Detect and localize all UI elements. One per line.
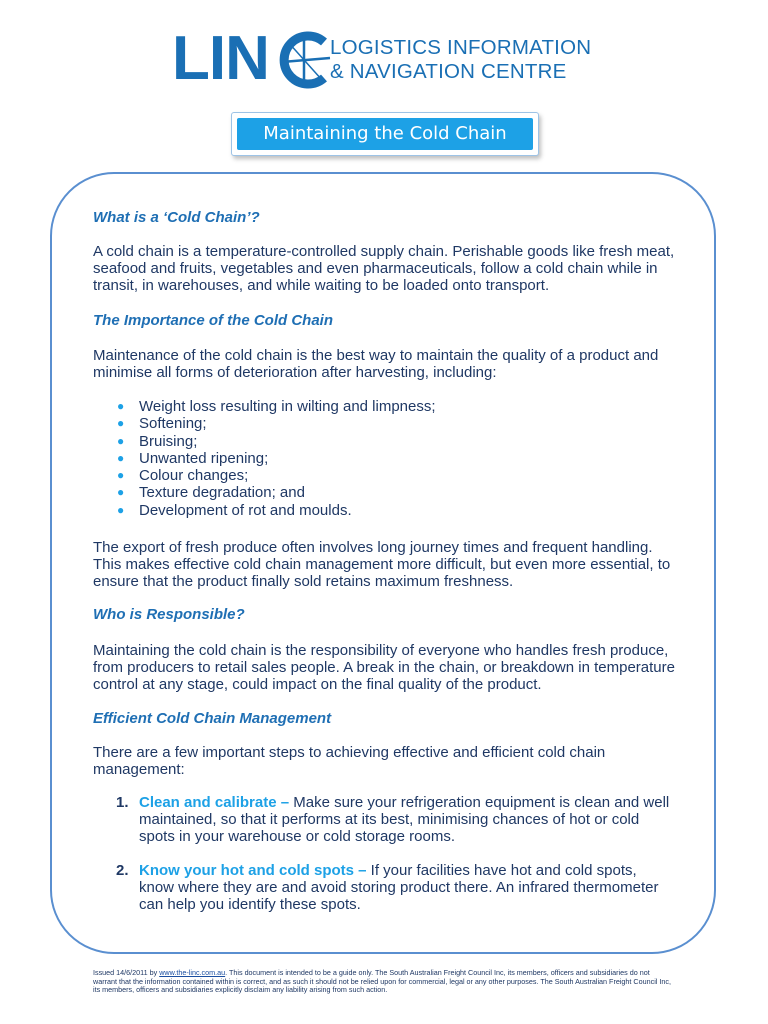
heading-what-is-cold-chain: What is a ‘Cold Chain’? <box>93 209 260 226</box>
org-name-line2: & NAVIGATION CENTRE <box>330 60 567 83</box>
step-text: If your facilities have hot and cold spots, know where they are and avoid storing product there. An infrared thermometer can help you identify these spots. <box>139 862 659 913</box>
bullet-icon: ● <box>117 485 125 500</box>
list-item-text: Unwanted ripening; <box>139 449 269 467</box>
heading-importance: The Importance of the Cold Chain <box>93 312 334 329</box>
paragraph-importance-intro: Maintenance of the cold chain is the best way to maintain the quality of a product and minimise all forms of deterioration after harvesting, including: <box>93 347 659 381</box>
heading-who-responsible: Who is Responsible? <box>93 606 245 623</box>
paragraph-importance-outro: The export of fresh produce often involves long journey times and frequent handling. This makes effective cold chain management more difficult, but even more essential, to ensure that the product finally sold retains maximum freshness. <box>93 539 671 590</box>
bullet-icon: ● <box>117 468 125 483</box>
bullet-icon: ● <box>117 433 125 448</box>
list-item <box>93 484 653 501</box>
paragraph-who-responsible: Maintaining the cold chain is the responsibility of everyone who handles fresh produce, from producers to retail sales people. A break in the chain, or breakdown in temperature control at any stage, could impact on the final quality of the product. <box>93 642 675 693</box>
list-item <box>93 467 653 484</box>
step-lead: Know your hot and cold spots – <box>139 862 367 879</box>
bullet-icon: ● <box>117 416 125 431</box>
footer-disclaimer <box>93 969 673 995</box>
bullet-icon: ● <box>117 450 125 465</box>
logo-letters: LIN <box>172 24 269 93</box>
step-number: 1. <box>116 794 129 811</box>
list-item-text: Development of rot and moulds. <box>139 501 352 519</box>
bullet-icon: ● <box>117 399 125 413</box>
step-lead: Clean and calibrate – <box>139 794 290 811</box>
list-item <box>93 415 653 432</box>
paragraph-efficient-intro: There are a few important steps to achieving effective and efficient cold chain management: <box>93 744 606 778</box>
list-item-text: Colour changes; <box>139 467 249 485</box>
footer-link[interactable]: www.the-linc.com.au <box>159 968 226 977</box>
list-item <box>93 794 673 845</box>
heading-efficient-management: Efficient Cold Chain Management <box>93 710 332 727</box>
footer-prefix: Issued 14/6/2011 by <box>93 968 160 977</box>
list-item <box>93 398 653 415</box>
list-item-text: Softening; <box>139 415 207 433</box>
list-item <box>93 450 653 467</box>
paragraph-what-is-cold-chain: A cold chain is a temperature-controlled supply chain. Perishable goods like fresh meat, seafood and fruits, vegetables and even pharmaceuticals, follow a cold chain while in transit, in warehouses, and while waiting to be loaded onto transport. <box>93 243 675 294</box>
list-item <box>93 502 653 519</box>
list-item <box>93 433 653 450</box>
linc-logo <box>172 26 602 96</box>
bullet-icon: ● <box>117 502 125 517</box>
footer-text: . This document is intended to be a guide only. The South Australian Freight Council Inc, its members, officers and subsidiaries do not warrant that the information contained within is correct, and as such it should not be relied upon for commercial, legal or any other purposes. The South Australian Freight Council Inc, its members, officers and subsidiaries explicitly disclaim any liability arising from such action. <box>93 968 671 995</box>
step-text: Make sure your refrigeration equipment is clean and well maintained, so that it performs at its best, minimising chances of hot or cold spots in your warehouse or cold storage rooms. <box>139 794 670 845</box>
list-item-text: Bruising; <box>139 432 198 450</box>
list-item-text: Weight loss resulting in wilting and limpness; <box>139 398 436 415</box>
page-title: Maintaining the Cold Chain <box>237 118 533 150</box>
steps-list <box>93 794 673 845</box>
deterioration-list <box>93 398 653 519</box>
list-item-text: Texture degradation; and <box>139 484 305 502</box>
steps-list-continued <box>93 862 673 913</box>
compass-c-icon <box>274 28 336 92</box>
org-name-line1: LOGISTICS INFORMATION <box>330 36 592 59</box>
step-number: 2. <box>116 862 129 879</box>
list-item <box>93 862 673 913</box>
title-banner <box>231 112 539 156</box>
org-name <box>330 36 591 84</box>
